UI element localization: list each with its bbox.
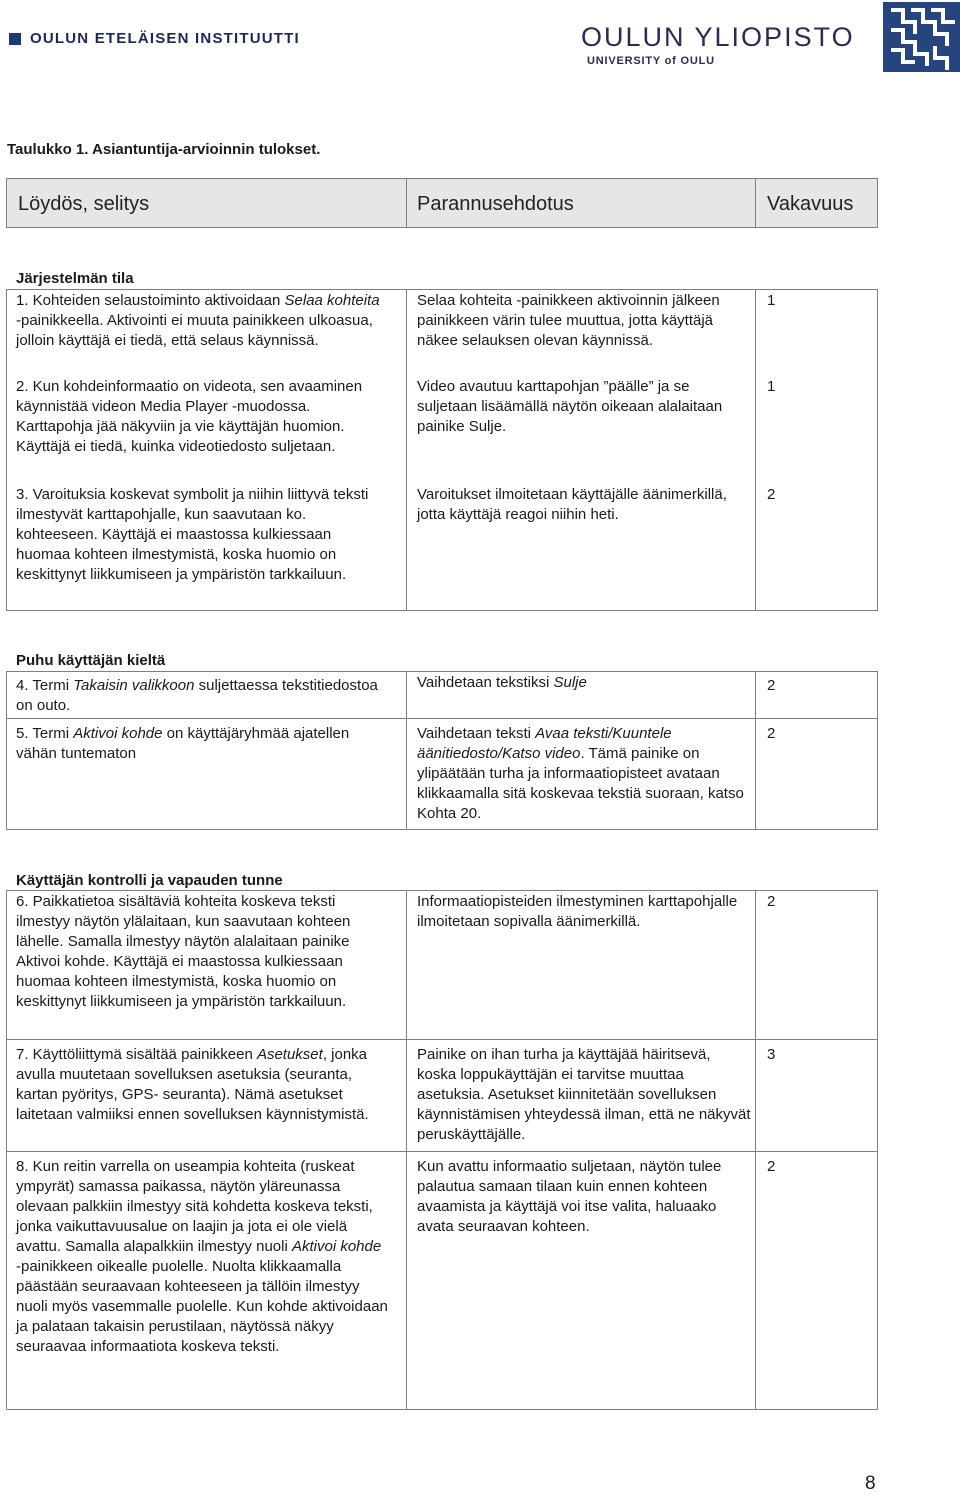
page-number: 8: [865, 1473, 876, 1494]
severity-value: 2: [767, 1158, 776, 1175]
severity-value: 2: [767, 677, 776, 694]
finding-cell: 2. Kun kohdeinformaatio on videota, sen avaaminen käynnistää videon Media Player -muodossa. Karttapohja jää näkyviin ja vie käyttäjän huomion. Käyttäjä ei tiedä, kuinka videotiedosto suljetaan.: [16, 378, 363, 455]
suggestion-cell: Kun avattu informaatio suljetaan, näytön tulee palautua samaan tilaan kuin ennen kohteen avaamista ja käyttäjä voi itse valita, haluaako avata seuraavan kohteen.: [417, 1158, 722, 1235]
suggestion-cell: Vaihdetaan tekstiksi Sulje: [417, 674, 587, 691]
column-header-severity: Vakavuus: [767, 192, 854, 215]
university-name: OULUN YLIOPISTO: [581, 22, 855, 52]
header-divider: [406, 178, 407, 228]
suggestion-cell: Varoitukset ilmoitetaan käyttäjälle äänimerkillä, jotta käyttäjä reagoi niihin heti.: [417, 486, 727, 523]
table-caption: Taulukko 1. Asiantuntija-arvioinnin tulokset.: [7, 141, 321, 158]
header-divider: [755, 178, 756, 228]
column-header-suggestion: Parannusehdotus: [417, 192, 574, 215]
section-title: Puhu käyttäjän kieltä: [16, 652, 166, 669]
severity-value: 2: [767, 725, 776, 742]
university-name-en: UNIVERSITY of OULU: [587, 55, 715, 67]
severity-value: 3: [767, 1046, 776, 1063]
institute-name: OULUN ETELÄISEN INSTITUUTTI: [30, 30, 300, 47]
finding-cell: 4. Termi Takaisin valikkoon suljettaessa tekstitiedostoa on outo.: [16, 677, 378, 714]
severity-value: 2: [767, 893, 776, 910]
severity-value: 1: [767, 378, 776, 395]
suggestion-cell: Informaatiopisteiden ilmestyminen karttapohjalle ilmoitetaan sopivalla äänimerkillä.: [417, 893, 738, 930]
finding-cell: 5. Termi Aktivoi kohde on käyttäjäryhmää ajatellen vähän tuntematon: [16, 725, 350, 762]
finding-cell: 7. Käyttöliittymä sisältää painikkeen Asetukset, jonka avulla muutetaan sovelluksen asetuksia (seuranta, kartan pyöritys, GPS- seuranta). Nämä asetukset laitetaan valmiiksi ennen sovelluksen käynnistymistä.: [16, 1046, 369, 1123]
suggestion-cell: Video avautuu karttapohjan ”päälle” ja se suljetaan lisäämällä näytön oikeaan alalaitaan painike Sulje.: [417, 378, 723, 435]
finding-cell: 6. Paikkatietoa sisältäviä kohteita koskeva teksti ilmestyy näytön ylälaitaan, kun saavutaan kohteen lähelle. Samalla ilmestyy näytön alalaitaan painike Aktivoi kohde. Käyttäjä ei maastossa kulkiessaan huomaa kohteen ilmestymistä, koska huomio on keskittynyt liikkumiseen ja ympäristön tarkkailuun.: [16, 893, 351, 1010]
finding-cell: 1. Kohteiden selaustoiminto aktivoidaan Selaa kohteita -painikkeella. Aktivointi ei muuta painikkeen ulkoasua, jolloin käyttäjä ei tiedä, että selaus käynnissä.: [16, 292, 380, 349]
university-logo-icon: [883, 2, 960, 72]
suggestion-cell: Vaihdetaan teksti Avaa teksti/Kuuntele äänitiedosto/Katso video. Tämä painike on ylipäätään turha ja informaatiopisteet avataan klikkaamalla sitä koskevaa tekstiä suoraan, katso Kohta 20.: [417, 725, 744, 822]
finding-cell: 3. Varoituksia koskevat symbolit ja niihin liittyvä teksti ilmestyvät karttapohjalle, kun saavutaan ko. kohteeseen. Käyttäjä ei maastossa kulkiessaan huomaa kohteen ilmestymistä, koska huomio on keskittynyt liikkumiseen ja ympäristön tarkkailuun.: [16, 486, 369, 583]
section-title: Käyttäjän kontrolli ja vapauden tunne: [16, 872, 283, 889]
suggestion-cell: Painike on ihan turha ja käyttäjää häiritsevä, koska loppukäyttäjän ei tarvitse muuttaa asetuksia. Asetukset kiinnitetään sovelluksen käynnistämisen yhteydessä ilman, että ne näkyvät peruskäyttäjälle.: [417, 1046, 751, 1143]
finding-cell: 8. Kun reitin varrella on useampia kohteita (ruskeat ympyrät) samassa paikassa, näytön yläreunassa olevaan palkkiin ilmestyy sitä kohdetta koskeva teksti, jonka vaikuttavuusalue on laajin ja jota ei ole vielä avattu. Samalla alapalkkiin ilmestyy nuoli Aktivoi kohde -painikkeen oikealle puolelle. Nuolta klikkaamalla päästään seuraavaan kohteeseen ja tällöin ilmestyy nuoli myös vasemmalle puolelle. Kun kohde aktivoidaan ja palataan takaisin perustilaan, näytössä näkyy seuraavaa informaatiota koskeva teksti.: [16, 1158, 388, 1355]
suggestion-cell: Selaa kohteita -painikkeen aktivoinnin jälkeen painikkeen värin tulee muuttua, jotta käyttäjä näkee selauksen olevan käynnissä.: [417, 292, 720, 349]
severity-value: 2: [767, 486, 776, 503]
section-title: Järjestelmän tila: [16, 270, 134, 287]
severity-value: 1: [767, 292, 776, 309]
institute-logo-square: [9, 33, 21, 45]
column-header-finding: Löydös, selitys: [18, 192, 150, 215]
